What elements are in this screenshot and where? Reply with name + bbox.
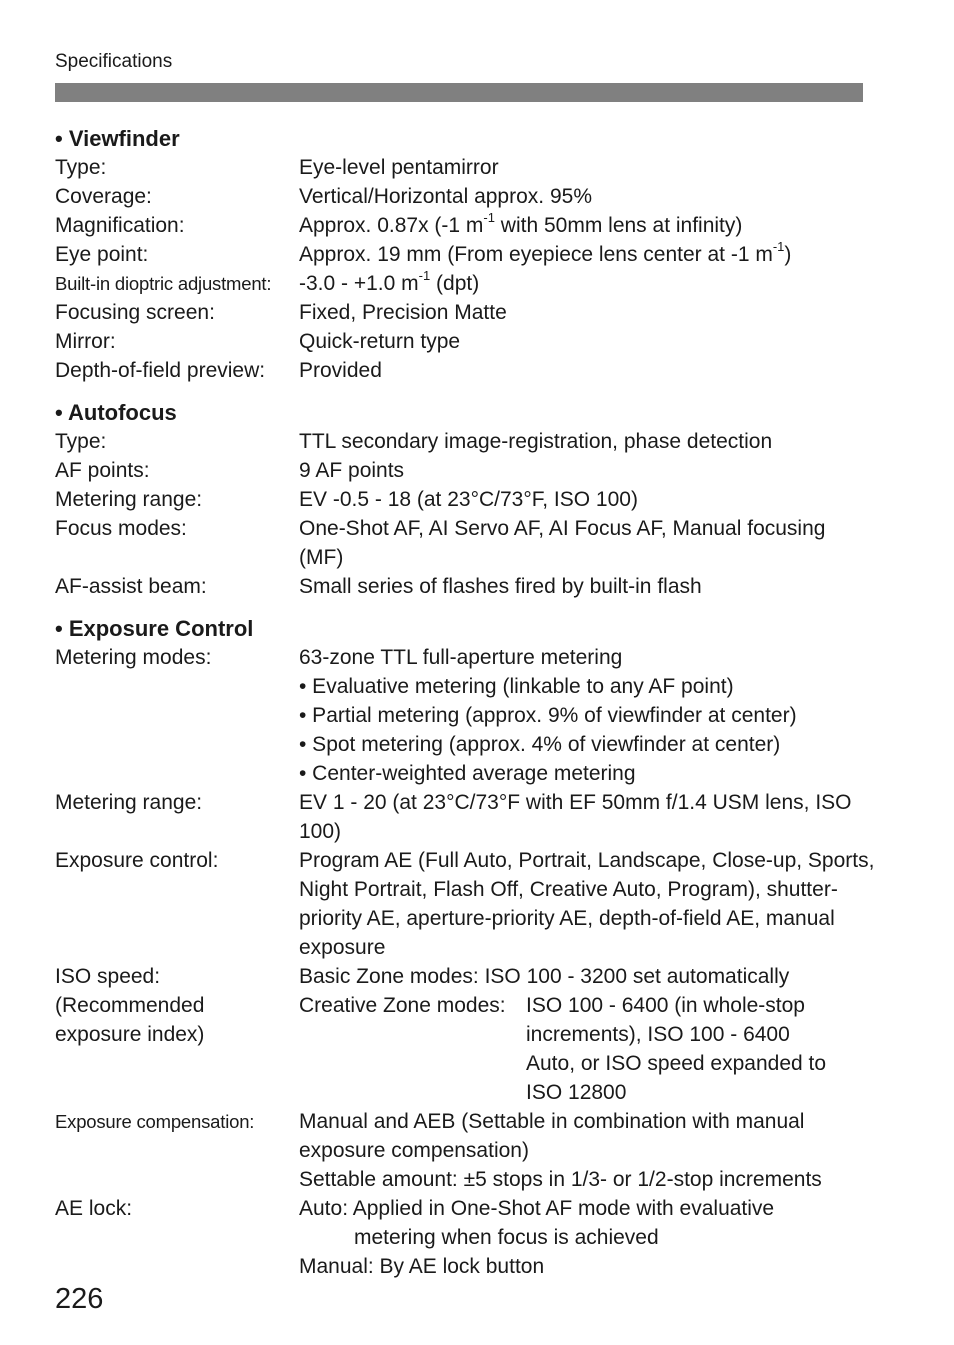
autofocus-range-row — [55, 485, 875, 514]
viewfinder-dof-row — [55, 356, 875, 385]
spec-term: Mirror: — [55, 330, 116, 353]
value-text: ) — [784, 243, 792, 266]
superscript: -1 — [483, 210, 495, 225]
metering-mode-line: • Spot metering (approx. 4% of viewfinder at center) — [299, 733, 781, 756]
spec-value — [299, 211, 875, 240]
spec-term: Metering range: — [55, 791, 203, 814]
spec-value: Provided — [299, 359, 382, 382]
exposure-control-row — [55, 846, 875, 962]
iso-creative-line: ISO 12800 — [526, 1081, 627, 1104]
viewfinder-section — [55, 124, 875, 385]
spec-value: Program AE (Full Auto, Portrait, Landscape, Close-up, Sports, Night Portrait, Flash Off, Creative Auto, Program), shutter-priority AE, aperture-priority AE, depth-of-field AE, manual exposure — [299, 849, 875, 959]
iso-creative-line: Auto, or ISO speed expanded to — [526, 1052, 827, 1075]
spec-term: Metering modes: — [55, 646, 212, 669]
spec-content — [55, 124, 875, 1294]
spec-value — [299, 269, 875, 298]
spec-term: Exposure compensation: — [55, 1111, 255, 1132]
spec-value: EV -0.5 - 18 (at 23°C/73°F, ISO 100) — [299, 488, 638, 511]
viewfinder-type-row — [55, 153, 875, 182]
iso-creative-block — [299, 991, 875, 1107]
viewfinder-screen-row — [55, 298, 875, 327]
superscript: -1 — [418, 268, 431, 283]
spec-value: Fixed, Precision Matte — [299, 301, 507, 324]
spec-term: Type: — [55, 430, 107, 453]
iso-creative-values — [526, 991, 875, 1107]
metering-mode-line: • Partial metering (approx. 9% of viewfinder at center) — [299, 704, 797, 727]
exposure-metering-range-row — [55, 788, 875, 846]
exposure-ae-lock-row — [55, 1194, 875, 1281]
metering-mode-line: • Center-weighted average metering — [299, 762, 636, 785]
viewfinder-coverage-row — [55, 182, 875, 211]
spec-term: Coverage: — [55, 185, 152, 208]
spec-term: Focus modes: — [55, 517, 187, 540]
spec-value: Eye-level pentamirror — [299, 156, 499, 179]
header-divider-bar — [55, 83, 863, 102]
metering-mode-line: 63-zone TTL full-aperture metering — [299, 646, 623, 669]
ae-lock-auto-line: Auto: Applied in One-Shot AF mode with evaluative — [299, 1197, 775, 1220]
ae-lock-auto-continued: metering when focus is achieved — [354, 1226, 659, 1249]
exposure-metering-modes-row — [55, 643, 875, 788]
exposure-section — [55, 614, 875, 1281]
page-header-label: Specifications — [55, 51, 173, 72]
spec-value — [299, 962, 875, 1107]
autofocus-section — [55, 398, 875, 601]
iso-term-line: ISO speed: — [55, 965, 161, 988]
spec-term: Exposure control: — [55, 849, 219, 872]
spec-term: Built-in dioptric adjustment: — [55, 273, 272, 294]
spec-term — [55, 962, 299, 1107]
value-text: Approx. 0.87x (-1 m — [299, 214, 484, 237]
compensation-amount: Settable amount: ±5 stops in 1/3- or 1/2-stop increments — [299, 1168, 822, 1191]
exposure-title: • Exposure Control — [55, 616, 254, 641]
viewfinder-eyepoint-row — [55, 240, 875, 269]
spec-term: AF-assist beam: — [55, 575, 207, 598]
value-text: (dpt) — [430, 272, 480, 295]
viewfinder-mirror-row — [55, 327, 875, 356]
iso-term-line: (Recommended — [55, 994, 205, 1017]
spec-value — [299, 1107, 875, 1194]
autofocus-modes-row — [55, 514, 875, 572]
iso-creative-line: increments), ISO 100 - 6400 — [526, 1023, 790, 1046]
autofocus-beam-row — [55, 572, 875, 601]
spec-value: EV 1 - 20 (at 23°C/73°F with EF 50mm f/1.4 USM lens, ISO 100) — [299, 791, 852, 843]
spec-value — [299, 1194, 875, 1281]
autofocus-points-row — [55, 456, 875, 485]
spec-value: TTL secondary image-registration, phase detection — [299, 430, 773, 453]
spec-term: AE lock: — [55, 1197, 133, 1220]
iso-creative-label: Creative Zone modes: — [299, 994, 506, 1017]
exposure-compensation-row — [55, 1107, 875, 1194]
spec-value: Quick-return type — [299, 330, 461, 353]
page-number: 226 — [55, 1283, 104, 1315]
spec-value: Small series of flashes fired by built-in flash — [299, 575, 702, 598]
viewfinder-title: • Viewfinder — [55, 126, 180, 151]
spec-term: AF points: — [55, 459, 150, 482]
compensation-text: Manual and AEB (Settable in combination with manual exposure compensation) — [299, 1110, 805, 1162]
iso-creative-line: ISO 100 - 6400 (in whole-stop — [526, 994, 805, 1017]
superscript: -1 — [772, 239, 785, 254]
ae-lock-manual-line: Manual: By AE lock button — [299, 1255, 545, 1278]
spec-term: Focusing screen: — [55, 301, 215, 324]
spec-term: Magnification: — [55, 214, 185, 237]
exposure-iso-row — [55, 962, 875, 1107]
spec-term: Type: — [55, 156, 107, 179]
spec-value: 9 AF points — [299, 459, 405, 482]
metering-mode-line: • Evaluative metering (linkable to any AF point) — [299, 675, 734, 698]
value-text: Approx. 19 mm (From eyepiece lens center at -1 m — [299, 243, 773, 266]
iso-basic-line: Basic Zone modes: ISO 100 - 3200 set automatically — [299, 965, 790, 988]
spec-value: Vertical/Horizontal approx. 95% — [299, 185, 592, 208]
spec-term: Metering range: — [55, 488, 203, 511]
viewfinder-magnification-row — [55, 211, 875, 240]
spec-term: Depth-of-field preview: — [55, 359, 266, 382]
iso-term-line: exposure index) — [55, 1023, 205, 1046]
autofocus-title: • Autofocus — [55, 400, 177, 425]
spec-term: Eye point: — [55, 243, 149, 266]
viewfinder-dioptric-row — [55, 269, 875, 298]
autofocus-type-row — [55, 427, 875, 456]
spec-value — [299, 240, 875, 269]
value-text: with 50mm lens at infinity) — [494, 214, 743, 237]
spec-value — [299, 643, 875, 788]
spec-value: One-Shot AF, AI Servo AF, AI Focus AF, Manual focusing (MF) — [299, 517, 826, 569]
value-text: -3.0 - +1.0 m — [299, 272, 419, 295]
